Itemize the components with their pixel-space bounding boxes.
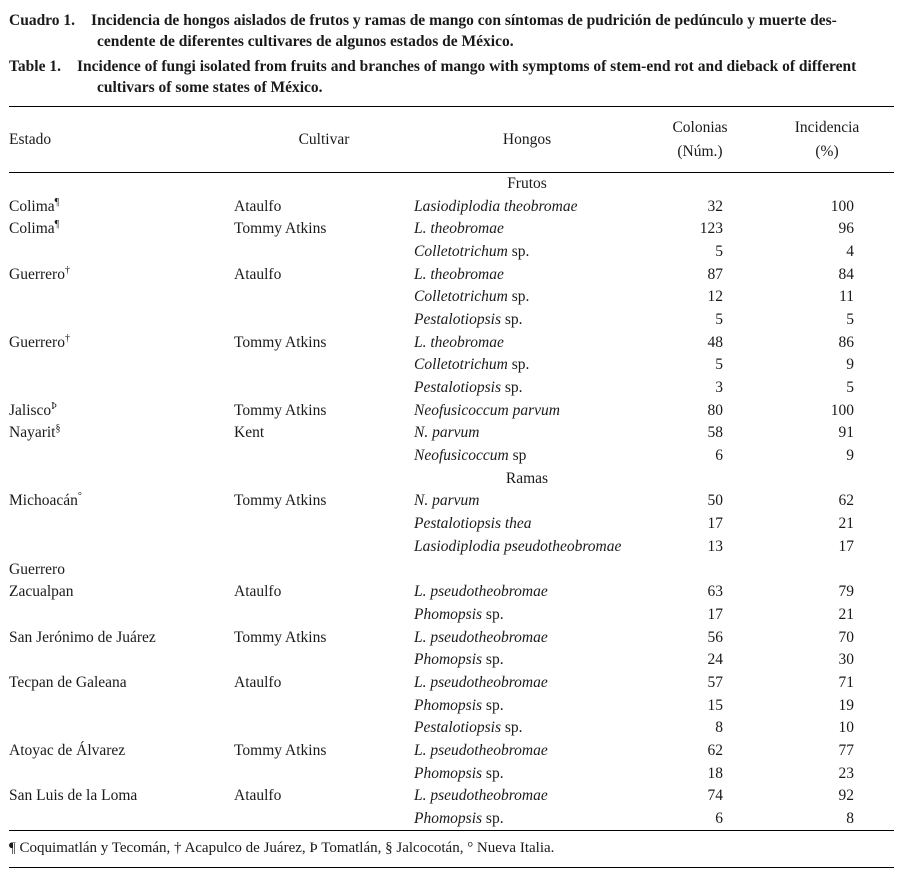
table-row: [9, 672, 894, 695]
footnote-marker: †: [64, 332, 70, 344]
fungus-name: L. pseudotheobromae: [414, 583, 548, 601]
footnote-marker: ¶: [54, 196, 60, 208]
colonias-cell: 5: [715, 356, 723, 374]
cultivar-cell: Tommy Atkins: [234, 492, 327, 510]
hongos-cell: [414, 195, 640, 218]
table-row: [9, 649, 894, 672]
colonias-cell: 18: [707, 764, 723, 782]
header-incidencia-line1: Incidencia: [794, 118, 860, 136]
incidencia-cell: 30: [838, 651, 854, 669]
incidencia-cell: 100: [830, 197, 854, 215]
fungus-name: N. parvum: [414, 492, 480, 510]
incidencia-cell: 79: [838, 583, 854, 601]
hongos-cell: [414, 490, 640, 513]
footnote-marker: †: [64, 264, 70, 276]
incidencia-cell: 77: [838, 742, 854, 760]
colonias-cell: 6: [715, 809, 723, 827]
table-row: [9, 218, 894, 241]
table-row: [9, 331, 894, 354]
cultivar-cell: [234, 649, 414, 672]
incidencia-cell: 96: [838, 220, 854, 238]
table-row: [9, 717, 894, 740]
estado-cell: Tecpan de Galeana: [9, 673, 127, 691]
fungus-name: Phomopsis: [414, 696, 483, 714]
header-incidencia: [760, 107, 894, 173]
incidencia-cell: 71: [838, 673, 854, 691]
table-row: [9, 195, 894, 218]
footnote-marker: ¶: [54, 219, 60, 231]
incidencia-cell: 4: [846, 242, 854, 260]
fungus-name: L. theobromae: [414, 333, 504, 351]
colonias-cell: 48: [707, 333, 723, 351]
table-header: [9, 107, 894, 173]
table-row: [9, 286, 894, 309]
fungus-name: Pestalotiopsis: [414, 310, 501, 328]
incidencia-cell: [760, 558, 894, 581]
table-row: [9, 241, 894, 264]
colonias-cell: 62: [707, 742, 723, 760]
footnote-marker: §: [55, 423, 61, 435]
fungus-name: L. pseudotheobromae: [414, 628, 548, 646]
incidencia-cell: 91: [838, 424, 854, 442]
table-row: [9, 808, 894, 831]
estado-cell: Guerrero: [9, 560, 65, 578]
caption-spanish: [9, 10, 894, 52]
hongos-cell: [414, 513, 640, 536]
table-row: [9, 785, 894, 808]
hongos-cell: [414, 399, 640, 422]
hongos-cell: Phomopsis sp.: [414, 605, 504, 623]
colonias-cell: 13: [707, 537, 723, 555]
table-row: [9, 399, 894, 422]
estado-cell: San Jerónimo de Juárez: [9, 628, 156, 646]
estado-cell: Colima¶: [9, 196, 60, 215]
footnote: ¶ Coquimatlán y Tecomán, † Acapulco de Juárez, Þ Tomatlán, § Jalcocotán, ° Nueva Italia.: [9, 831, 894, 868]
cultivar-cell: [234, 694, 414, 717]
cultivar-cell: Tommy Atkins: [234, 742, 327, 760]
hongos-cell: [414, 626, 640, 649]
incidencia-cell: 84: [838, 265, 854, 283]
colonias-cell: 87: [707, 265, 723, 283]
colonias-cell: 12: [707, 288, 723, 306]
fungus-name: L. pseudotheobromae: [414, 742, 548, 760]
header-colonias-line2: (Núm.): [677, 142, 723, 160]
section-row: [9, 467, 894, 490]
caption-spanish-line2: cendente de diferentes cultivares de algunos estados de México.: [97, 33, 514, 50]
hongos-cell: Phomopsis sp.: [414, 809, 504, 827]
table-row: [9, 558, 894, 581]
cultivar-cell: Ataulfo: [234, 583, 282, 601]
incidencia-cell: 11: [839, 288, 854, 306]
cultivar-cell: [234, 377, 414, 400]
fungus-name: Colletotrichum: [414, 288, 508, 306]
estado-cell: [9, 649, 234, 672]
cultivar-cell: [234, 354, 414, 377]
header-colonias: [640, 107, 760, 173]
estado-cell: [9, 354, 234, 377]
incidencia-cell: 17: [838, 537, 854, 555]
fungus-name: Phomopsis: [414, 651, 483, 669]
incidencia-cell: 21: [838, 605, 854, 623]
table-row: [9, 581, 894, 604]
hongos-cell: [414, 218, 640, 241]
estado-cell: [9, 445, 234, 468]
cultivar-cell: [234, 717, 414, 740]
caption-english: [9, 56, 894, 98]
hongos-cell: Pestalotiopsis sp.: [414, 719, 523, 737]
colonias-cell: 123: [699, 220, 723, 238]
cultivar-cell: [234, 241, 414, 264]
header-colonias-line1: Colonias: [672, 118, 728, 136]
estado-cell: [9, 536, 234, 559]
fungus-name: Phomopsis: [414, 764, 483, 782]
fungus-name: Colletotrichum: [414, 242, 508, 260]
fungus-name: Lasiodiplodia theobromae: [414, 197, 578, 215]
incidencia-cell: 70: [838, 628, 854, 646]
cultivar-cell: [234, 286, 414, 309]
incidencia-cell: 10: [838, 719, 854, 737]
estado-cell: Colima¶: [9, 219, 60, 238]
fungus-name: Colletotrichum: [414, 356, 508, 374]
incidencia-cell: 9: [846, 447, 854, 465]
fungus-name: Phomopsis: [414, 605, 483, 623]
fungus-name: Pestalotiopsis thea: [414, 515, 532, 533]
table-row: [9, 422, 894, 445]
estado-cell: [9, 717, 234, 740]
cultivar-cell: [234, 309, 414, 332]
caption-spanish-line1: Incidencia de hongos aislados de frutos y ramas de mango con síntomas de pudrición de pedúnculo y muerte des-: [91, 12, 837, 29]
incidencia-cell: 5: [846, 310, 854, 328]
colonias-cell: 32: [707, 197, 723, 215]
colonias-cell: 24: [707, 651, 723, 669]
incidencia-cell: 21: [838, 515, 854, 533]
colonias-cell: 3: [715, 379, 723, 397]
hongos-cell: Colletotrichum sp.: [414, 356, 530, 374]
colonias-cell: 6: [715, 447, 723, 465]
cultivar-cell: [234, 604, 414, 627]
colonias-cell: 17: [707, 605, 723, 623]
footnote-marker: Þ: [51, 400, 57, 412]
cultivar-cell: [234, 513, 414, 536]
hongos-cell: [414, 263, 640, 286]
incidence-table: [9, 106, 894, 831]
hongos-cell: [414, 558, 640, 581]
table-row: [9, 377, 894, 400]
cultivar-cell: Tommy Atkins: [234, 628, 327, 646]
estado-cell: Guerrero†: [9, 264, 70, 283]
hongos-cell: [414, 536, 640, 559]
estado-cell: Zacualpan: [9, 583, 74, 601]
header-row: [9, 107, 894, 173]
estado-cell: [9, 604, 234, 627]
cultivar-cell: Tommy Atkins: [234, 333, 327, 351]
hongos-cell: [414, 740, 640, 763]
fungus-name: Neofusicoccum parvum: [414, 401, 560, 419]
section-label: Ramas: [505, 469, 549, 487]
estado-cell: [9, 377, 234, 400]
table-row: [9, 309, 894, 332]
fungus-name: L. pseudotheobromae: [414, 673, 548, 691]
hongos-cell: [414, 422, 640, 445]
cultivar-cell: Ataulfo: [234, 673, 282, 691]
fungus-name: Pestalotiopsis: [414, 719, 501, 737]
header-cultivar: Cultivar: [234, 107, 414, 173]
hongos-cell: [414, 672, 640, 695]
cultivar-cell: [234, 558, 414, 581]
cultivar-cell: [234, 808, 414, 831]
header-hongos: Hongos: [414, 107, 640, 173]
cultivar-cell: Ataulfo: [234, 265, 282, 283]
colonias-cell: 50: [707, 492, 723, 510]
hongos-cell: [414, 581, 640, 604]
colonias-cell: 74: [707, 787, 723, 805]
colonias-cell: [640, 558, 760, 581]
incidencia-cell: 100: [830, 401, 854, 419]
table-row: [9, 762, 894, 785]
estado-cell: [9, 513, 234, 536]
hongos-cell: Phomopsis sp.: [414, 651, 504, 669]
colonias-cell: 5: [715, 242, 723, 260]
incidencia-cell: 19: [838, 696, 854, 714]
estado-cell: [9, 241, 234, 264]
hongos-cell: Colletotrichum sp.: [414, 288, 530, 306]
fungus-name: L. theobromae: [414, 220, 504, 238]
incidencia-cell: 9: [846, 356, 854, 374]
cultivar-cell: Tommy Atkins: [234, 401, 327, 419]
estado-cell: [9, 808, 234, 831]
colonias-cell: 17: [707, 515, 723, 533]
hongos-cell: Pestalotiopsis sp.: [414, 379, 523, 397]
colonias-cell: 63: [707, 583, 723, 601]
section-row: [9, 173, 894, 196]
caption-spanish-label: Cuadro 1.: [9, 12, 76, 29]
fungus-name: Neofusicoccum: [414, 447, 509, 465]
caption-english-label: Table 1.: [9, 58, 61, 75]
table-row: [9, 604, 894, 627]
cultivar-cell: [234, 445, 414, 468]
estado-cell: Michoacán°: [9, 491, 82, 510]
estado-cell: Guerrero†: [9, 332, 70, 351]
table-row: [9, 263, 894, 286]
section-label: Frutos: [507, 175, 547, 193]
hongos-cell: Neofusicoccum sp: [414, 447, 527, 465]
fungus-name: L. pseudotheobromae: [414, 787, 548, 805]
fungus-name: N. parvum: [414, 424, 480, 442]
caption-english-line2: cultivars of some states of México.: [97, 79, 323, 96]
estado-cell: [9, 762, 234, 785]
table-row: [9, 445, 894, 468]
fungus-name: Lasiodiplodia pseudotheobromae: [414, 537, 622, 555]
estado-cell: [9, 309, 234, 332]
header-incidencia-line2: (%): [815, 142, 839, 160]
incidencia-cell: 92: [838, 787, 854, 805]
hongos-cell: [414, 785, 640, 808]
hongos-cell: Colletotrichum sp.: [414, 242, 530, 260]
estado-cell: Atoyac de Álvarez: [9, 742, 126, 760]
hongos-cell: Phomopsis sp.: [414, 696, 504, 714]
estado-cell: Jalisco$^Þ$: [9, 400, 57, 419]
table-row: [9, 513, 894, 536]
colonias-cell: 5: [715, 310, 723, 328]
estado-cell: Nayarit§: [9, 423, 61, 442]
cultivar-cell: Kent: [234, 424, 265, 442]
cultivar-cell: [234, 762, 414, 785]
table-row: [9, 490, 894, 513]
table-row: [9, 354, 894, 377]
incidencia-cell: 8: [846, 809, 854, 827]
hongos-cell: Pestalotiopsis sp.: [414, 310, 523, 328]
cultivar-cell: Ataulfo: [234, 787, 282, 805]
cultivar-cell: Tommy Atkins: [234, 220, 327, 238]
header-estado: Estado: [9, 107, 234, 173]
incidencia-cell: 23: [838, 764, 854, 782]
table-row: [9, 626, 894, 649]
incidencia-cell: 62: [838, 492, 854, 510]
footnote-marker: °: [77, 491, 82, 503]
fungus-name: Pestalotiopsis: [414, 379, 501, 397]
colonias-cell: 57: [707, 673, 723, 691]
caption-english-line1: Incidence of fungi isolated from fruits and branches of mango with symptoms of stem-end rot and dieback of different: [76, 58, 857, 75]
colonias-cell: 80: [707, 401, 723, 419]
table-row: [9, 740, 894, 763]
hongos-cell: Phomopsis sp.: [414, 764, 504, 782]
estado-cell: [9, 286, 234, 309]
colonias-cell: 8: [715, 719, 723, 737]
table-row: [9, 694, 894, 717]
colonias-cell: 15: [707, 696, 723, 714]
incidencia-cell: 5: [846, 379, 854, 397]
colonias-cell: 56: [707, 628, 723, 646]
estado-cell: San Luis de la Loma: [9, 787, 138, 805]
table-body: [9, 173, 894, 831]
cultivar-cell: [234, 536, 414, 559]
colonias-cell: 58: [707, 424, 723, 442]
incidencia-cell: 86: [838, 333, 854, 351]
hongos-cell: [414, 331, 640, 354]
table-row: [9, 536, 894, 559]
fungus-name: L. theobromae: [414, 265, 504, 283]
fungus-name: Phomopsis: [414, 809, 483, 827]
estado-cell: [9, 694, 234, 717]
cultivar-cell: Ataulfo: [234, 197, 282, 215]
